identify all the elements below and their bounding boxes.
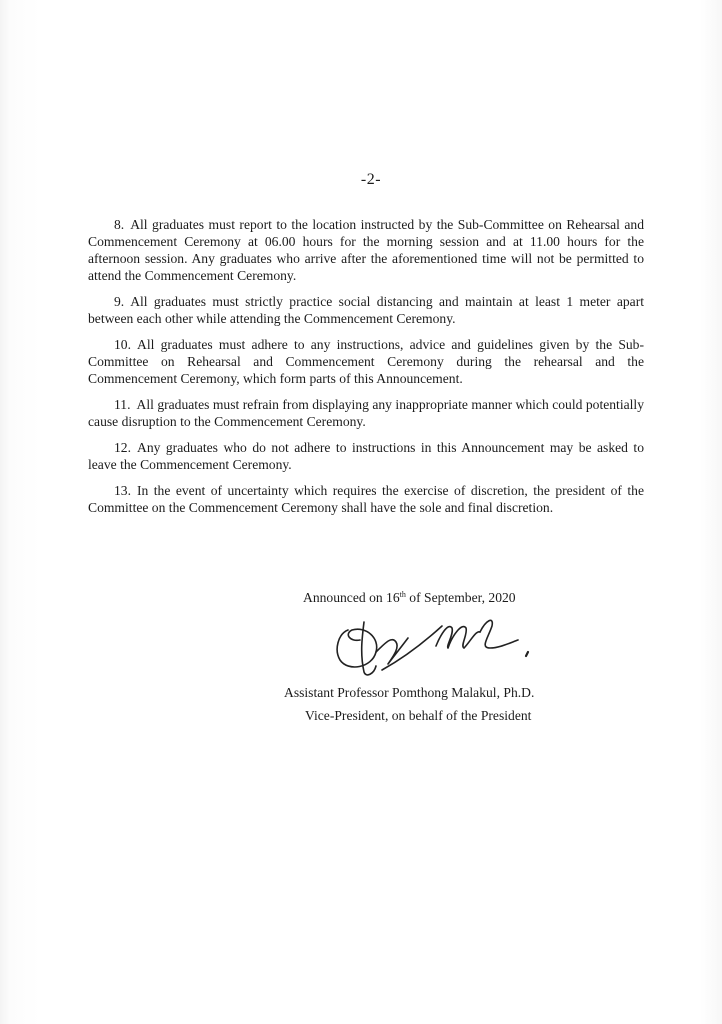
clause-10 — [88, 336, 644, 387]
clause-13 — [88, 482, 644, 516]
clause-number: 13. — [114, 483, 131, 498]
handwritten-signature — [330, 612, 550, 680]
clause-11 — [88, 396, 644, 430]
announcement-body — [88, 216, 644, 525]
announcement-date — [303, 590, 516, 606]
signer-title: Vice-President, on behalf of the President — [305, 708, 532, 723]
clause-text: All graduates must report to the location instructed by the Sub-Committee on Rehearsal and Commencement Ceremony at 06.00 hours for the morning session and at 11.00 hours for the afternoon session. Any graduates who arrive after the aforementioned time will not be permitted to attend the Commencement Ceremony. — [88, 217, 644, 283]
clause-text: All graduates must refrain from displaying any inappropriate manner which could potentially cause disruption to the Commencement Ceremony. — [88, 397, 644, 429]
clause-number: 8. — [114, 217, 125, 232]
clause-8 — [88, 216, 644, 284]
clause-text: Any graduates who do not adhere to instructions in this Announcement may be asked to leave the Commencement Ceremony. — [88, 440, 644, 472]
clause-12 — [88, 439, 644, 473]
clause-text: All graduates must strictly practice social distancing and maintain at least 1 meter apart between each other while attending the Commencement Ceremony. — [88, 294, 644, 326]
clause-number: 10. — [114, 337, 131, 352]
clause-text: All graduates must adhere to any instructions, advice and guidelines given by the Sub-Committee on Rehearsal and Commencement Ceremony during the rehearsal and the Commencement Ceremony, which form parts of this Announcement. — [88, 337, 644, 386]
clause-number: 12. — [114, 440, 131, 455]
announcement-date-ordinal: th — [399, 590, 406, 599]
clause-number: 11. — [114, 397, 131, 412]
announcement-date-suffix: of September, 2020 — [405, 590, 516, 605]
announcement-date-prefix: Announced on 16 — [303, 590, 400, 605]
page-number: -2- — [360, 171, 382, 188]
clause-9 — [88, 293, 644, 327]
signer-name: Assistant Professor Pomthong Malakul, Ph.D. — [284, 685, 535, 700]
clause-text: In the event of uncertainty which requires the exercise of discretion, the president of the Committee on the Commencement Ceremony shall have the sole and final discretion. — [88, 483, 644, 515]
clause-number: 9. — [114, 294, 125, 309]
